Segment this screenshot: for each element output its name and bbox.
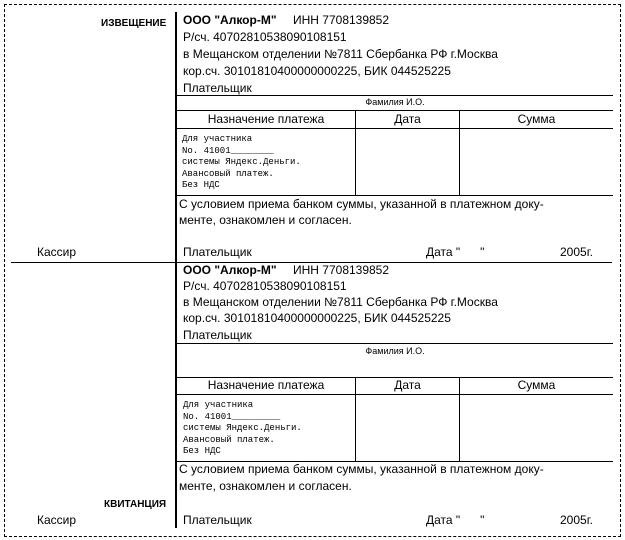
receipt-org-name: ООО "Алкор-М" [183,263,277,277]
notice-payer-name-caption: Фамилия И.О. [365,97,425,107]
notice-label: ИЗВЕЩЕНИЕ [101,18,167,29]
notice-col-purpose: Назначение платежа [207,112,325,126]
receipt-cashier: Кассир [37,513,77,527]
notice-corr-account: кор.сч. 30101810400000000225, БИК 044525225 [183,64,451,78]
receipt-purpose-line-2: No. 41001_________ [183,411,281,422]
receipt-bank: в Мещанском отделении №7811 Сбербанка РФ г.Москва [183,295,498,309]
notice-payer-caption: Плательщик [183,81,252,95]
notice-inn: ИНН 7708139852 [293,13,390,27]
notice-footer-date: Дата " " [426,245,485,259]
notice-table-divider-1 [355,110,356,195]
notice-col-date: Дата [394,112,421,126]
receipt-payer-caption: Плательщик [183,328,252,342]
receipt-col-date: Дата [394,378,421,392]
receipt-purpose-line-3: системы Яндекс.Деньги. [183,423,302,433]
notice-purpose-line-3: системы Яндекс.Деньги. [182,157,301,167]
notice-footer-year: 2005г. [560,245,593,259]
notice-org-name: ООО "Алкор-М" [183,13,277,27]
notice-table-divider-2 [459,110,460,195]
notice-payer-line [177,95,613,96]
notice-bank: в Мещанском отделении №7811 Сбербанка РФ г.Москва [183,47,498,61]
notice-purpose-line-5: Без НДС [182,180,220,190]
receipt-corr-account: кор.сч. 30101810400000000225, БИК 044525225 [183,311,451,325]
receipt-col-purpose: Назначение платежа [207,378,325,392]
receipt-purpose-line-5: Без НДС [183,446,221,456]
left-column-divider [175,12,177,528]
receipt-purpose-line-4: Авансовый платеж. [183,434,275,445]
notice-terms-line-2: менте, ознакомлен и согласен. [179,213,352,227]
notice-table-top [177,110,613,111]
receipt-payer-line [177,343,613,344]
receipt-purpose-line-1: Для участника [183,400,254,410]
receipt-table-divider-1 [355,377,356,461]
receipt-terms-line-2: менте, ознакомлен и согласен. [179,479,352,493]
receipt-footer-date: Дата " " [426,513,485,527]
notice-account: Р/сч. 40702810538090108151 [183,30,347,44]
notice-table-bottom [177,195,613,196]
receipt-payer-name-caption: Фамилия И.О. [365,346,425,356]
receipt-inn: ИНН 7708139852 [293,263,390,277]
receipt-table-header-line [177,394,613,395]
notice-terms-line-1: С условием приема банком суммы, указанной в платежном доку- [179,197,544,211]
notice-purpose-line-4: Авансовый платеж. [182,168,274,179]
receipt-table-divider-2 [459,377,460,461]
notice-footer-payer: Плательщик [183,245,252,259]
notice-purpose-line-1: Для участника [182,134,253,144]
receipt-footer-year: 2005г. [560,513,593,527]
receipt-footer-payer: Плательщик [183,513,252,527]
notice-col-sum: Сумма [517,112,556,126]
receipt-terms-line-1: С условием приема банком суммы, указанной в платежном доку- [179,462,544,476]
receipt-label: КВИТАНЦИЯ [104,499,167,510]
notice-purpose-line-2: No. 41001________ [182,145,274,156]
notice-cashier: Кассир [37,245,77,259]
receipt-col-sum: Сумма [517,378,556,392]
receipt-account: Р/сч. 40702810538090108151 [183,279,347,293]
notice-table-header-line [177,128,613,129]
